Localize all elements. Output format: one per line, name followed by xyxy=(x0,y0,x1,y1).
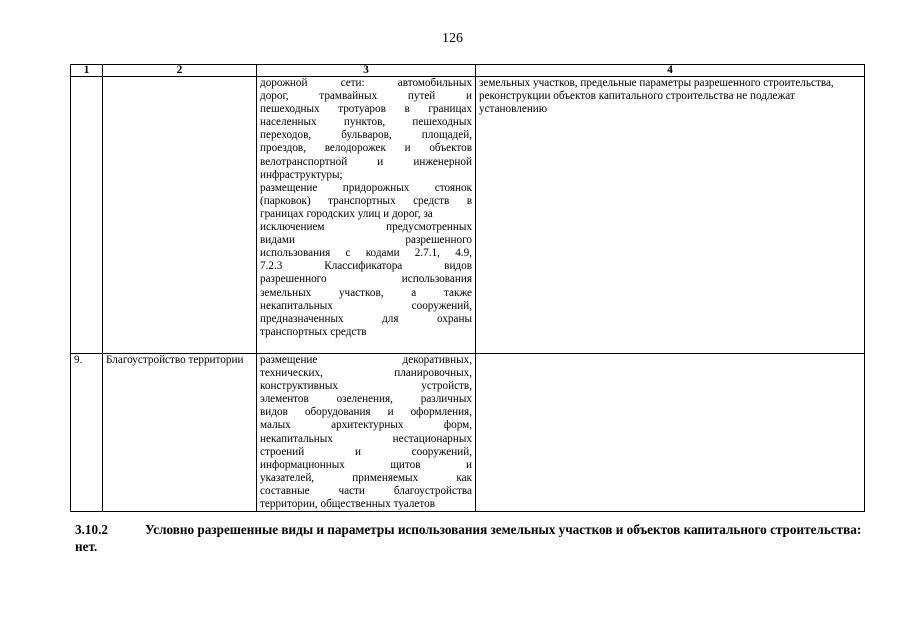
table-row xyxy=(71,354,865,512)
description-line: размещение декоративных, xyxy=(260,354,472,366)
description-line: малых архитектурных форм, xyxy=(260,419,472,432)
use-description-cell xyxy=(257,354,476,512)
description-line: границах городских улиц и дорог, за xyxy=(260,207,433,220)
description-line: технических, планировочных, xyxy=(260,367,472,380)
params-cell xyxy=(476,354,865,512)
description-line: указателей, применяемых как xyxy=(260,471,472,484)
column-header-2: 2 xyxy=(103,65,257,77)
description-line: видами разрешенного xyxy=(260,234,472,247)
table-header-row xyxy=(71,65,865,77)
description-line: строений и сооружений, xyxy=(260,445,472,458)
description-line: исключением предусмотренных xyxy=(260,221,472,234)
page-number: 126 xyxy=(442,31,463,46)
description-line: составные части благоустройства xyxy=(260,484,472,497)
description-line: населенных пунктов, пешеходных xyxy=(260,116,472,129)
description-line: дорог, трамвайных путей и xyxy=(260,90,472,103)
description-line: элементов озеленения, различных xyxy=(260,393,472,406)
description-line: земельных участков, а также xyxy=(260,286,472,299)
use-name-cell: Благоустройство территории xyxy=(103,354,257,512)
description-line: территории, общественных туалетов xyxy=(260,498,436,511)
description-line: информационных щитов и xyxy=(260,458,472,471)
description-line: некапитальных нестационарных xyxy=(260,432,472,445)
description-line: переходов, бульваров, площадей, xyxy=(260,129,472,142)
description-line: дорожной сети: автомобильных xyxy=(260,77,472,89)
description-line: разрешенного использования xyxy=(260,273,472,286)
params-cell: земельных участков, предельные параметры разрешенного строительства, реконструкции объектов капитального строительства не подлежат установлению xyxy=(476,77,865,354)
description-line: (парковок) транспортных средств в xyxy=(260,194,472,207)
description-line: проездов, велодорожек и объектов xyxy=(260,142,472,155)
table-row xyxy=(71,77,865,354)
column-header-4: 4 xyxy=(476,65,865,77)
description-line: размещение придорожных стоянок xyxy=(260,181,472,194)
row-number-cell xyxy=(71,77,103,354)
description-line: конструктивных устройств, xyxy=(260,380,472,393)
description-line: использования с кодами 2.7.1, 4.9, xyxy=(260,247,472,260)
description-line: видов оборудования и оформления, xyxy=(260,406,472,419)
description-line: предназначенных для охраны xyxy=(260,312,472,325)
description-line: велотранспортной и инженерной xyxy=(260,155,472,168)
column-header-3: 3 xyxy=(257,65,476,77)
row-number-cell: 9. xyxy=(71,354,103,512)
section-heading xyxy=(75,521,865,555)
section-number: 3.10.2 xyxy=(75,522,108,537)
description-line: некапитальных сооружений, xyxy=(260,299,472,312)
description-line: транспортных средств xyxy=(260,325,367,338)
description-line: 7.2.3 Классификатора видов xyxy=(260,260,472,273)
section-text: Условно разрешенные виды и параметры использования земельных участков и объектов капитального строительства: нет. xyxy=(75,522,862,554)
use-name-cell xyxy=(103,77,257,354)
column-header-1: 1 xyxy=(71,65,103,77)
description-line: пешеходных тротуаров в границах xyxy=(260,103,472,116)
description-line: инфраструктуры; xyxy=(260,168,343,181)
land-use-table xyxy=(70,64,865,512)
use-description-cell xyxy=(257,77,476,354)
